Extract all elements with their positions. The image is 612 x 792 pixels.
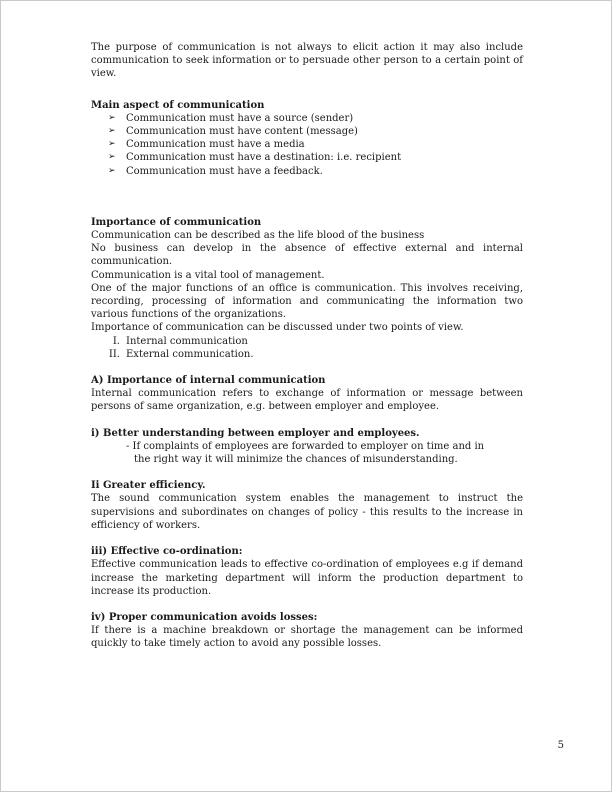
paragraph: Communication can be described as the life blood of the business [91, 230, 425, 242]
paragraph-line: the right way it will minimize the chances of misunderstanding. [134, 454, 458, 466]
paragraph: One of the major functions of an office is communication. This involves receiving, recording, processing of information and communicating the information two various functions of the organizations. [91, 282, 523, 321]
list-item-label: I. [112, 335, 120, 347]
intro-paragraph: The purpose of communication is not always to elicit action it may also include communication to seek information or to persuade other person to a certain point of view. [91, 42, 523, 80]
list-item [91, 151, 523, 164]
list-item-text: External communication. [126, 348, 254, 360]
list-item [91, 165, 523, 178]
paragraph: Internal communication refers to exchange of information or message between persons of same organization, e.g. between employer and employee. [91, 388, 523, 413]
list-item [91, 125, 523, 138]
paragraph-line: - If complaints of employees are forwarded to employer on time and in [126, 440, 485, 452]
list-item [91, 335, 523, 348]
paragraph: The sound communication system enables the management to instruct the supervisions and subordinates on changes of policy - this results to the increase in efficiency of workers. [91, 493, 523, 531]
list-item [91, 138, 523, 151]
paragraph: If there is a machine breakdown or shortage the management can be informed quickly to take timely action to avoid any possible losses. [91, 625, 523, 650]
heading-better-understanding: i) Better understanding between employer and employees. [91, 427, 420, 439]
list-item-text: Communication must have a source (sender) [126, 112, 354, 124]
list-item [91, 112, 523, 125]
heading-internal-communication: A) Importance of internal communication [91, 375, 326, 387]
main-aspect-list [91, 112, 523, 178]
list-item-text: Communication must have a destination: i.e. recipient [126, 152, 402, 164]
page-content [91, 41, 523, 651]
arrow-bullet-icon: ➢ [108, 152, 116, 163]
list-item-text: Internal communication [126, 335, 248, 347]
paragraph: Communication is a vital tool of management. [91, 269, 325, 281]
arrow-bullet-icon: ➢ [108, 165, 116, 176]
list-item-text: Communication must have a feedback. [126, 165, 323, 177]
arrow-bullet-icon: ➢ [108, 139, 116, 150]
paragraph: Importance of communication can be discussed under two points of view. [91, 322, 464, 334]
list-item-text: Communication must have a media [126, 139, 305, 151]
arrow-bullet-icon: ➢ [108, 112, 116, 123]
heading-main-aspect: Main aspect of communication [91, 99, 265, 111]
list-item-label: II. [108, 348, 120, 360]
paragraph: No business can develop in the absence of effective external and internal communication. [91, 243, 523, 268]
list-item [91, 348, 523, 361]
heading-greater-efficiency: Ii Greater efficiency. [91, 480, 206, 492]
arrow-bullet-icon: ➢ [108, 126, 116, 137]
heading-importance: Importance of communication [91, 216, 262, 228]
list-item-text: Communication must have content (message) [126, 126, 358, 138]
heading-effective-coordination: iii) Effective co-ordination: [91, 546, 243, 558]
paragraph: Effective communication leads to effective co-ordination of employees e.g if demand increase the marketing department will inform the production department to increase its production. [91, 559, 523, 597]
heading-avoids-losses: iv) Proper communication avoids losses: [91, 611, 318, 623]
importance-roman-list [91, 335, 523, 361]
page-number: 5 [557, 740, 564, 751]
